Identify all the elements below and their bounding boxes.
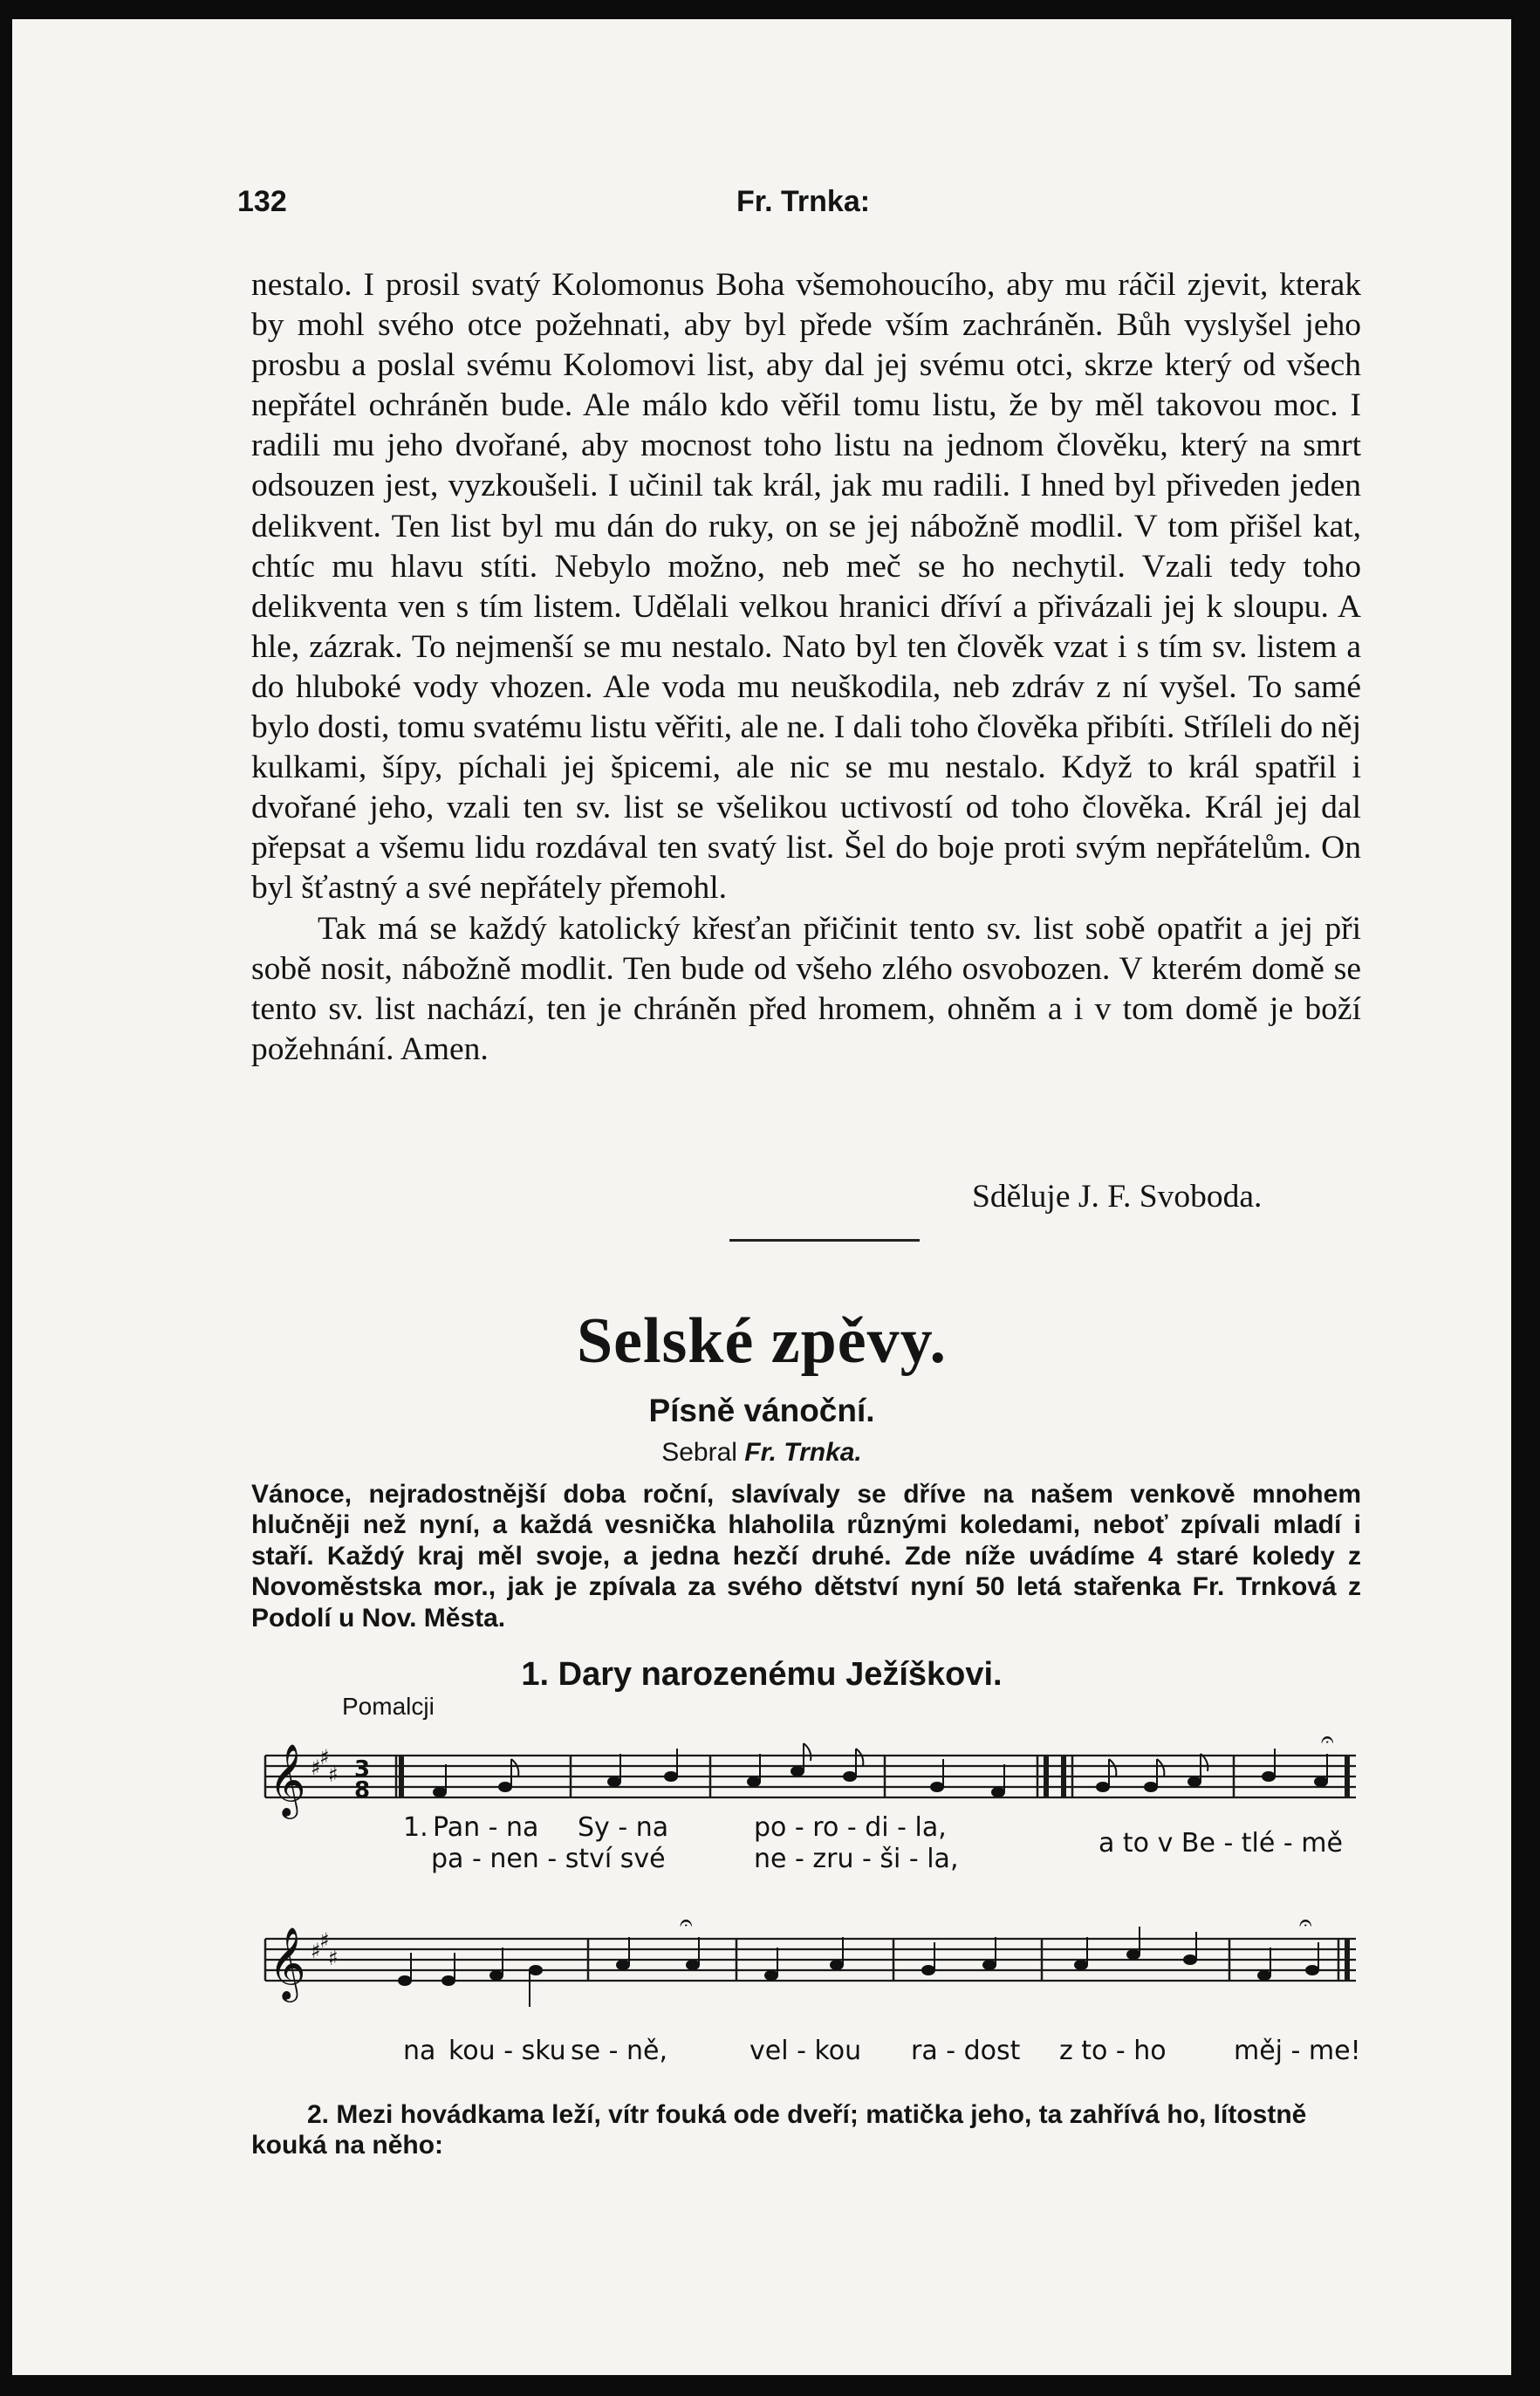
- running-head: Fr. Trnka:: [736, 185, 871, 218]
- letter-paragraph-2: Tak má se každý katolický křesťan přičinit tento sv. list sobě opatřit a jej při sobě nosit, nábožně modlit. Ten bude od všeho zlého osvobozen. V kterém domě se tento sv. list nachází, ten je chráněn před hromem, ohněm a i v tom domě je boží požehnání. Amen.: [251, 910, 1361, 1067]
- note: [530, 1966, 542, 1975]
- time-signature-top: 3: [354, 1756, 371, 1783]
- note: [1258, 1971, 1270, 1980]
- note: [1127, 1950, 1140, 1959]
- section-subtitle: Písně vánoční.: [648, 1393, 875, 1428]
- lyric-syllables: ne - zru - ši - la,: [754, 1844, 959, 1874]
- note: [399, 1976, 411, 1985]
- note: [844, 1772, 856, 1781]
- lyric-syllables: se - ně,: [571, 2036, 667, 2066]
- lyric-syllables: na: [403, 2036, 436, 2066]
- letter-paragraph-1: nestalo. I prosil svatý Kolomonus Boha všemohoucího, aby mu ráčil zjevit, kterak by mohl svého otce požehnati, aby byl přede vším zachráněn. Bůh vyslyšel jeho prosbu a poslal svému Kolomovi list, aby dal jej svému otci, skrze který od všech nepřátel ochráněn bude. Ale málo kdo věřil tomu listu, že by měl takovou moc. I radili mu jeho dvořané, aby mocnost toho listu na jednom člověku, který na smrt odsouzen jest, vyzkoušeli. I učinil tak král, jak mu radili. I hned byl přiveden jeden delikvent. Ten list byl mu dán do ruky, on se jej nábožně modlil. V tom přišel kat, chtíc mu hlavu stíti. Nebylo možno, neb meč se ho nechytil. Vzali tedy toho delikventa ven s tím listem. Udělali velkou hranici dříví a přivázali jej k sloupu. A hle, zázrak. To nejmenší se mu nestalo. Nato byl ten člověk vzat i s tím sv. listem a do hluboké vody vhozen. Ale voda mu neuškodila, neb zdráv z ní vyšel. To samé bylo dosti, tomu svatému listu věřiti, ale ne. I dali toho člověka přibíti. Stříleli do něj kulkami, šípy, píchali jej špicemi, ale nic se mu nestalo. Když to král spatřil i dvořané jeho, vzali ten sv. list se všelikou uctivostí od toho člověka. Král jej dal přepsat a všemu lidu rozdával ten svatý list. Šel do boje proti svým nepřátelům. On byl šťastný a své nepřátely přemohl.: [251, 267, 1361, 907]
- note: [617, 1961, 629, 1969]
- lyric-syllables: po - ro - di - la,: [754, 1812, 947, 1843]
- signature: Sděluje J. F. Svoboda.: [972, 1179, 1263, 1215]
- compiler-credit: [12, 1438, 1511, 1468]
- song-title: 1. Dary narozenému Ježíškovi.: [521, 1656, 1003, 1693]
- sharp-sign-icon: ♯: [319, 1745, 330, 1770]
- verse-2: [251, 2099, 1361, 2161]
- treble-clef-icon: 𝄞: [269, 1926, 306, 1999]
- tempo-marking: Pomalcji: [342, 1693, 435, 1720]
- note: [983, 1961, 996, 1969]
- lyric-syllables: ra - dost: [911, 2036, 1021, 2066]
- note: [608, 1777, 620, 1786]
- book-page: [12, 19, 1511, 2375]
- fermata-icon: 𝄐: [1321, 1727, 1334, 1753]
- lyric-syllables: Pan - na: [433, 1812, 539, 1843]
- music-staff-1: [12, 1721, 1511, 1930]
- note: [1188, 1777, 1201, 1786]
- intro-paragraph: Vánoce, nejradostnější doba roční, slavívaly se dříve na našem venkově mnohem hlučněji než nyní, a každá vesnička hlaholila různými koledami, neboť zpívali mladí i staří. Každý kraj měl svoje, a jedna hezčí druhé. Zde níže uvádíme 4 staré koledy z Novoměstska mor., jak je zpívala za svého dětství nyní 50 letá stařenka Fr. Trnková z Podolí u Nov. Města.: [251, 1480, 1361, 1633]
- sharp-sign-icon: ♯: [311, 1939, 321, 1963]
- verse-2-text: Mezi hovádkama leží, vítr fouká ode dveří; matička jeho, ta zahřívá ho, lítostně kouká na něho:: [251, 2100, 1307, 2160]
- note: [1306, 1966, 1318, 1975]
- compiler-name: Fr. Trnka.: [744, 1438, 862, 1467]
- lyric-syllables: pa - nen - ství své: [431, 1844, 666, 1874]
- lyric-syllables: Sy - na: [578, 1812, 669, 1843]
- note: [687, 1961, 699, 1969]
- note: [442, 1976, 455, 1985]
- note: [992, 1788, 1004, 1797]
- notes: [434, 1743, 1327, 1797]
- note: [1184, 1955, 1196, 1964]
- note: [665, 1772, 677, 1781]
- time-signature-bottom: 8: [354, 1777, 371, 1804]
- note: [791, 1767, 804, 1776]
- note: [831, 1961, 843, 1969]
- note: [1263, 1772, 1275, 1781]
- fermata-icon: 𝄐: [1299, 1910, 1312, 1936]
- note: [765, 1971, 777, 1980]
- section-title: Selské zpěvy.: [576, 1305, 948, 1377]
- compiler-prefix: Sebral: [661, 1438, 737, 1467]
- music-staff-2: [12, 1904, 1511, 2113]
- lyric-syllables: kou - sku: [448, 2036, 566, 2066]
- note: [1315, 1777, 1327, 1786]
- fermata-icon: 𝄐: [680, 1910, 693, 1936]
- section-divider: [729, 1239, 920, 1242]
- page-number: 132: [237, 185, 287, 218]
- staff-lines: [265, 1756, 1356, 1797]
- verse-number: 1.: [403, 1812, 428, 1843]
- note: [1097, 1783, 1109, 1791]
- lyric-syllables: vel - kou: [749, 2036, 862, 2066]
- lyric-syllables: měj - me!: [1234, 2036, 1361, 2066]
- treble-clef-icon: 𝄞: [269, 1742, 306, 1816]
- note: [1075, 1961, 1087, 1969]
- sharp-sign-icon: ♯: [328, 1946, 339, 1970]
- verse-2-number: 2.: [307, 2100, 330, 2129]
- letter-body: [251, 265, 1361, 1070]
- note: [931, 1783, 943, 1791]
- sharp-sign-icon: ♯: [319, 1928, 330, 1953]
- sharp-sign-icon: ♯: [328, 1763, 339, 1787]
- note: [499, 1783, 511, 1791]
- sharp-sign-icon: ♯: [311, 1756, 321, 1780]
- note: [490, 1971, 503, 1980]
- note: [434, 1788, 446, 1797]
- lyric-syllables: z to - ho: [1059, 2036, 1167, 2066]
- note: [748, 1777, 760, 1786]
- lyric-syllables: a to v Be - tlé - mě: [1099, 1828, 1343, 1859]
- note: [1145, 1783, 1157, 1791]
- note: [922, 1966, 934, 1975]
